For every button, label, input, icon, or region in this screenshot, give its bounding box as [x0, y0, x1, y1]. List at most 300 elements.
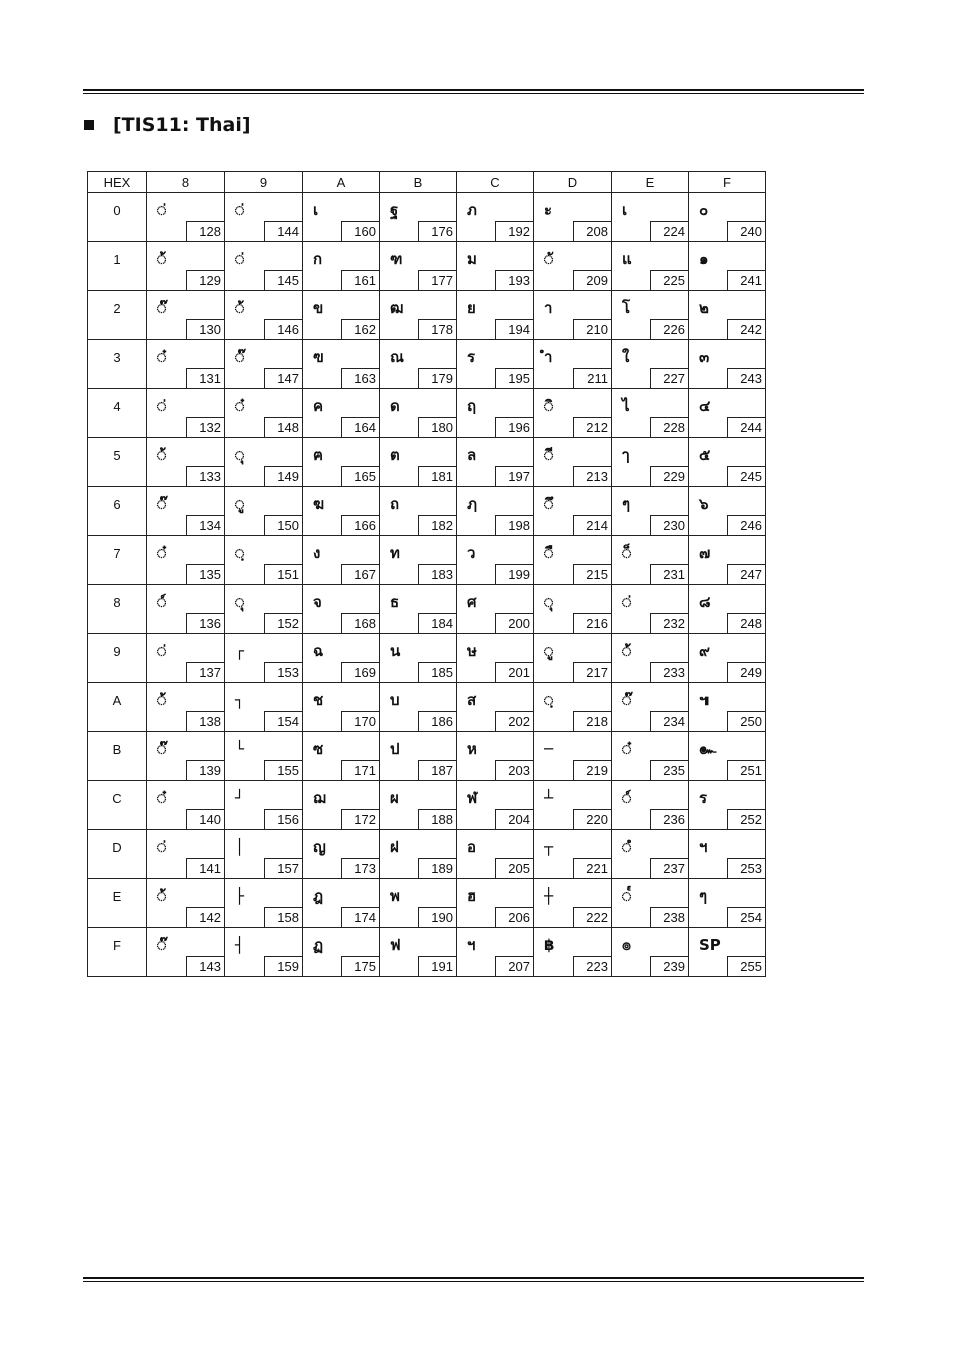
code-cell	[689, 389, 766, 438]
code-cell	[380, 487, 457, 536]
code-cell	[303, 438, 380, 487]
character-glyph: ◌๊	[157, 936, 167, 954]
decimal-code: 197	[495, 466, 533, 486]
character-glyph: ◌๋	[622, 740, 632, 758]
code-cell	[534, 830, 612, 879]
code-cell	[380, 340, 457, 389]
code-cell	[380, 879, 457, 928]
character-glyph: ด	[390, 397, 400, 415]
character-glyph: ฮ	[467, 887, 477, 905]
code-cell	[612, 389, 689, 438]
code-cell	[612, 438, 689, 487]
decimal-code: 246	[727, 515, 765, 535]
decimal-code: 172	[341, 809, 379, 829]
character-glyph: ┼	[544, 887, 554, 905]
decimal-code: 235	[650, 760, 688, 780]
code-cell	[534, 487, 612, 536]
character-glyph: น	[390, 642, 401, 660]
code-cell	[534, 634, 612, 683]
character-glyph: ไ	[622, 397, 630, 415]
row-hex-label: 4	[88, 389, 147, 438]
code-cell	[225, 193, 303, 242]
table-row	[88, 340, 766, 389]
table-row	[88, 683, 766, 732]
code-cell	[612, 879, 689, 928]
row-hex-label: C	[88, 781, 147, 830]
code-cell	[612, 732, 689, 781]
decimal-code: 218	[573, 711, 611, 731]
decimal-code: 233	[650, 662, 688, 682]
decimal-code: 225	[650, 270, 688, 290]
decimal-code: 152	[264, 613, 302, 633]
code-cell	[689, 634, 766, 683]
character-glyph: ◌่	[157, 397, 167, 415]
row-hex-label: 7	[88, 536, 147, 585]
character-glyph: ◌ี	[544, 446, 554, 464]
character-glyph: ◌๋	[235, 397, 245, 415]
section-heading	[84, 114, 251, 136]
code-cell	[689, 536, 766, 585]
code-cell	[612, 340, 689, 389]
character-glyph: ค	[313, 397, 324, 415]
character-glyph: ใ	[622, 348, 630, 366]
code-cell	[303, 879, 380, 928]
character-glyph: ฒ	[390, 299, 404, 317]
decimal-code: 227	[650, 368, 688, 388]
character-glyph: ◌ุ	[235, 446, 245, 464]
character-glyph: ┐	[235, 691, 245, 709]
code-cell	[612, 291, 689, 340]
character-glyph: ษ	[467, 642, 477, 660]
decimal-code: 150	[264, 515, 302, 535]
decimal-code: 205	[495, 858, 533, 878]
code-cell	[147, 340, 225, 389]
table-body	[88, 193, 766, 977]
decimal-code: 158	[264, 907, 302, 927]
character-glyph: ๆ	[622, 495, 631, 513]
bottom-divider	[83, 1277, 864, 1282]
row-hex-label: 1	[88, 242, 147, 291]
character-glyph: ฆ	[313, 495, 325, 513]
code-cell	[303, 830, 380, 879]
decimal-code: 191	[418, 956, 456, 976]
character-glyph: ◌๋	[157, 789, 167, 807]
code-cell	[147, 242, 225, 291]
hex-corner-header: HEX	[88, 172, 147, 193]
decimal-code: 228	[650, 417, 688, 437]
decimal-code: 240	[727, 221, 765, 241]
code-cell	[689, 928, 766, 977]
character-glyph: ◌่	[157, 838, 167, 856]
character-glyph: ข	[313, 299, 324, 317]
decimal-code: 181	[418, 466, 456, 486]
decimal-code: 144	[264, 221, 302, 241]
decimal-code: 206	[495, 907, 533, 927]
decimal-code: 232	[650, 613, 688, 633]
decimal-code: 160	[341, 221, 379, 241]
code-cell	[147, 928, 225, 977]
decimal-code: 173	[341, 858, 379, 878]
code-cell	[225, 928, 303, 977]
code-cell	[689, 487, 766, 536]
character-glyph: ◌๊	[157, 740, 167, 758]
column-header: F	[689, 172, 766, 193]
code-cell	[380, 830, 457, 879]
code-cell	[380, 634, 457, 683]
character-glyph: ◌ื	[544, 544, 554, 562]
code-cell	[225, 389, 303, 438]
decimal-code: 229	[650, 466, 688, 486]
row-hex-label: F	[88, 928, 147, 977]
decimal-code: 226	[650, 319, 688, 339]
character-glyph: ◌่	[235, 201, 245, 219]
decimal-code: 147	[264, 368, 302, 388]
character-glyph: ◌็	[622, 544, 632, 562]
decimal-code: 155	[264, 760, 302, 780]
character-glyph: ฎ	[313, 887, 324, 905]
code-cell	[303, 193, 380, 242]
character-glyph: ◌๎	[622, 887, 632, 905]
decimal-code: 170	[341, 711, 379, 731]
code-cell	[457, 193, 534, 242]
code-cell	[303, 340, 380, 389]
character-glyph: ฑ	[390, 250, 403, 268]
decimal-code: 161	[341, 270, 379, 290]
character-glyph: ├	[235, 887, 245, 905]
section-title: [TIS11: Thai]	[113, 114, 251, 136]
character-glyph: ำ	[544, 348, 553, 366]
character-glyph: ┌	[235, 642, 245, 660]
code-cell	[457, 732, 534, 781]
code-cell	[303, 585, 380, 634]
column-header: A	[303, 172, 380, 193]
code-cell	[534, 291, 612, 340]
code-cell	[380, 438, 457, 487]
decimal-code: 247	[727, 564, 765, 584]
code-cell	[612, 193, 689, 242]
decimal-code: 221	[573, 858, 611, 878]
decimal-code: 212	[573, 417, 611, 437]
character-glyph: ผ	[390, 789, 399, 807]
decimal-code: 180	[418, 417, 456, 437]
character-glyph: ๆ	[699, 887, 708, 905]
code-cell	[225, 781, 303, 830]
column-header: E	[612, 172, 689, 193]
decimal-code: 153	[264, 662, 302, 682]
code-cell	[689, 732, 766, 781]
decimal-code: 139	[186, 760, 224, 780]
decimal-code: 190	[418, 907, 456, 927]
character-glyph: ๘	[699, 593, 711, 611]
decimal-code: 137	[186, 662, 224, 682]
decimal-code: 133	[186, 466, 224, 486]
row-hex-label: 3	[88, 340, 147, 389]
decimal-code: 203	[495, 760, 533, 780]
table-row	[88, 879, 766, 928]
character-glyph: ◌๊	[157, 299, 167, 317]
decimal-code: 130	[186, 319, 224, 339]
decimal-code: 167	[341, 564, 379, 584]
decimal-code: 230	[650, 515, 688, 535]
column-header: 8	[147, 172, 225, 193]
decimal-code: 201	[495, 662, 533, 682]
code-cell	[147, 830, 225, 879]
decimal-code: 136	[186, 613, 224, 633]
character-glyph: ◌่	[622, 593, 632, 611]
code-cell	[612, 683, 689, 732]
character-glyph: ๗	[699, 544, 711, 562]
character-glyph: ฿	[544, 936, 555, 954]
decimal-code: 164	[341, 417, 379, 437]
code-cell	[225, 536, 303, 585]
decimal-code: 211	[573, 368, 611, 388]
code-cell	[303, 781, 380, 830]
decimal-code: 204	[495, 809, 533, 829]
code-cell	[689, 340, 766, 389]
character-glyph: ๖	[699, 495, 709, 513]
character-glyph: ◌ึ	[544, 495, 554, 513]
code-cell	[380, 781, 457, 830]
code-cell	[457, 585, 534, 634]
decimal-code: 217	[573, 662, 611, 682]
character-glyph: ฃ	[313, 348, 324, 366]
code-cell	[380, 389, 457, 438]
code-cell	[689, 291, 766, 340]
character-glyph: ฝ	[390, 838, 399, 856]
row-hex-label: 2	[88, 291, 147, 340]
code-cell	[380, 193, 457, 242]
character-glyph: ◌่	[157, 201, 167, 219]
decimal-code: 208	[573, 221, 611, 241]
character-glyph: โ	[622, 299, 631, 317]
square-bullet-icon	[84, 120, 94, 130]
code-cell	[225, 487, 303, 536]
code-cell	[612, 830, 689, 879]
decimal-code: 196	[495, 417, 533, 437]
table-row	[88, 781, 766, 830]
character-glyph: ร	[467, 348, 476, 366]
code-cell	[147, 683, 225, 732]
decimal-code: 214	[573, 515, 611, 535]
table-row	[88, 438, 766, 487]
decimal-code: 254	[727, 907, 765, 927]
character-glyph: ◌ั	[544, 250, 554, 268]
code-cell	[457, 536, 534, 585]
character-glyph: เ	[622, 201, 628, 219]
code-cell	[303, 242, 380, 291]
character-glyph: ถ	[390, 495, 400, 513]
decimal-code: 151	[264, 564, 302, 584]
character-glyph: ◌ู	[235, 495, 245, 513]
decimal-code: 198	[495, 515, 533, 535]
code-cell	[534, 193, 612, 242]
code-cell	[534, 879, 612, 928]
decimal-code: 148	[264, 417, 302, 437]
code-cell	[225, 879, 303, 928]
decimal-code: 174	[341, 907, 379, 927]
decimal-code: 171	[341, 760, 379, 780]
character-glyph: แ	[622, 250, 632, 268]
code-cell	[689, 585, 766, 634]
code-cell	[303, 928, 380, 977]
table-row	[88, 487, 766, 536]
code-cell	[612, 585, 689, 634]
decimal-code: 189	[418, 858, 456, 878]
decimal-code: 215	[573, 564, 611, 584]
code-cell	[380, 928, 457, 977]
character-glyph: ◌้	[157, 446, 167, 464]
code-cell	[689, 193, 766, 242]
decimal-code: 134	[186, 515, 224, 535]
character-glyph: ะ	[544, 201, 553, 219]
character-glyph: ◌่	[157, 642, 167, 660]
table-row	[88, 242, 766, 291]
decimal-code: 183	[418, 564, 456, 584]
decimal-code: 224	[650, 221, 688, 241]
character-glyph: ◌๊	[157, 495, 167, 513]
character-glyph: ◌้	[235, 299, 245, 317]
code-cell	[457, 928, 534, 977]
decimal-code: 255	[727, 956, 765, 976]
code-cell	[380, 291, 457, 340]
table-row	[88, 634, 766, 683]
decimal-code: 154	[264, 711, 302, 731]
character-glyph: ◌้	[157, 691, 167, 709]
table-row	[88, 585, 766, 634]
code-cell	[689, 781, 766, 830]
character-glyph: ฯ	[699, 838, 708, 856]
decimal-code: 222	[573, 907, 611, 927]
character-glyph: ฅ	[313, 446, 324, 464]
character-glyph: ┘	[235, 789, 245, 807]
code-cell	[147, 389, 225, 438]
character-glyph: ◌ิ	[544, 397, 554, 415]
decimal-code: 253	[727, 858, 765, 878]
decimal-code: 128	[186, 221, 224, 241]
decimal-code: 138	[186, 711, 224, 731]
decimal-code: 251	[727, 760, 765, 780]
row-hex-label: B	[88, 732, 147, 781]
character-glyph: ฟ	[390, 936, 401, 954]
decimal-code: 140	[186, 809, 224, 829]
character-glyph: ◌๊	[622, 691, 632, 709]
column-header: C	[457, 172, 534, 193]
decimal-code: 252	[727, 809, 765, 829]
decimal-code: 220	[573, 809, 611, 829]
column-header: 9	[225, 172, 303, 193]
character-glyph: ๒	[699, 299, 709, 317]
character-glyph: ◌้	[157, 887, 167, 905]
table-row	[88, 291, 766, 340]
decimal-code: 129	[186, 270, 224, 290]
character-glyph: ๑	[699, 250, 709, 268]
decimal-code: 177	[418, 270, 456, 290]
column-header: D	[534, 172, 612, 193]
code-cell	[147, 291, 225, 340]
row-hex-label: 9	[88, 634, 147, 683]
character-glyph: │	[235, 838, 245, 856]
character-glyph: ◌๋	[157, 544, 167, 562]
decimal-code: 184	[418, 613, 456, 633]
table-row	[88, 928, 766, 977]
code-cell	[147, 487, 225, 536]
decimal-code: 194	[495, 319, 533, 339]
code-cell	[534, 683, 612, 732]
decimal-code: 182	[418, 515, 456, 535]
character-glyph: ว	[467, 544, 476, 562]
code-cell	[689, 438, 766, 487]
code-cell	[225, 242, 303, 291]
code-cell	[147, 536, 225, 585]
code-cell	[225, 340, 303, 389]
row-hex-label: D	[88, 830, 147, 879]
code-cell	[303, 291, 380, 340]
code-cell	[225, 683, 303, 732]
row-hex-label: 0	[88, 193, 147, 242]
character-glyph: ◌๋	[157, 348, 167, 366]
code-cell	[534, 585, 612, 634]
row-hex-label: 5	[88, 438, 147, 487]
code-cell	[457, 389, 534, 438]
code-cell	[612, 487, 689, 536]
decimal-code: 244	[727, 417, 765, 437]
decimal-code: 223	[573, 956, 611, 976]
code-cell	[612, 634, 689, 683]
decimal-code: 168	[341, 613, 379, 633]
character-glyph: ◌๊	[235, 348, 245, 366]
character-glyph: ฯ	[467, 936, 476, 954]
decimal-code: 187	[418, 760, 456, 780]
character-glyph: า	[544, 299, 553, 317]
decimal-code: 132	[186, 417, 224, 437]
character-glyph: ฬ	[467, 789, 478, 807]
code-cell	[457, 683, 534, 732]
decimal-code: 231	[650, 564, 688, 584]
character-glyph: ◌ฺ	[544, 691, 554, 709]
character-glyph: ซ	[313, 740, 324, 758]
character-glyph: ส	[467, 691, 477, 709]
code-cell	[689, 879, 766, 928]
decimal-code: 216	[573, 613, 611, 633]
character-glyph: ๅ	[622, 446, 630, 464]
code-cell	[225, 830, 303, 879]
decimal-code: 250	[727, 711, 765, 731]
decimal-code: 237	[650, 858, 688, 878]
character-glyph: ┴	[544, 789, 554, 807]
character-glyph: จ	[313, 593, 322, 611]
code-cell	[147, 634, 225, 683]
character-glyph: ญ	[313, 838, 326, 856]
character-glyph: บ	[390, 691, 400, 709]
character-glyph: ฏ	[313, 936, 324, 954]
code-cell	[689, 830, 766, 879]
decimal-code: 202	[495, 711, 533, 731]
character-glyph: ๐	[699, 201, 709, 219]
character-glyph: SP	[699, 936, 721, 954]
code-cell	[147, 585, 225, 634]
character-glyph: ◌ุ	[235, 593, 245, 611]
code-cell	[534, 438, 612, 487]
code-cell	[457, 634, 534, 683]
code-cell	[457, 879, 534, 928]
code-cell	[534, 928, 612, 977]
table-row	[88, 193, 766, 242]
decimal-code: 156	[264, 809, 302, 829]
table-row	[88, 732, 766, 781]
top-divider	[83, 89, 864, 94]
code-cell	[303, 683, 380, 732]
decimal-code: 131	[186, 368, 224, 388]
